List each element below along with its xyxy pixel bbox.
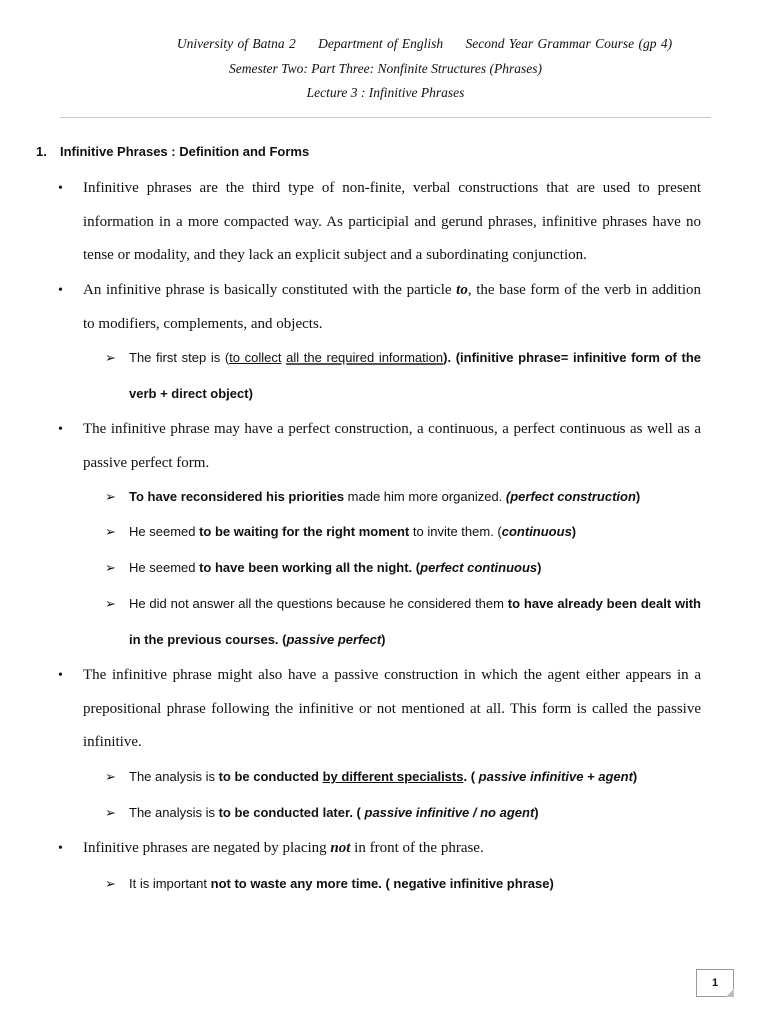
bullet-text-start: An infinitive phrase is basically constituted with the particle (83, 282, 457, 298)
arrow-bullet-icon: ➢ (105, 876, 116, 891)
bullet-paragraph-definition (58, 172, 701, 273)
example-text: ) (537, 560, 542, 575)
arrow-bullet-icon: ➢ (105, 769, 116, 784)
example-infinitive: to collect (229, 350, 282, 365)
example-infinitive: To have reconsidered his priorities (129, 489, 345, 504)
example-annotation: passive infinitive / no agent (364, 805, 535, 820)
example-annotation: passive perfect (286, 631, 382, 647)
example-perfect-continuous (105, 550, 701, 586)
example-negative (105, 866, 701, 902)
example-text: He did not answer all the questions because he considered them (129, 596, 508, 611)
bullet-icon: • (58, 668, 63, 683)
word-not: not (330, 840, 351, 856)
example-annotation: (perfect construction (505, 489, 636, 504)
page-number: 1 (711, 977, 719, 989)
example-text: He seemed (129, 524, 200, 539)
arrow-bullet-icon: ➢ (105, 350, 116, 365)
header-course: Second Year Grammar Course (gp 4) (465, 36, 673, 51)
document-header (60, 32, 711, 106)
bullet-paragraph-passive (58, 659, 701, 760)
header-lecture: Lecture 3 : Infinitive Phrases (306, 85, 465, 100)
example-text: He seemed (129, 560, 200, 575)
bullet-text-end: , the base form of the verb in addition to modifiers, complements, and objects. (83, 282, 702, 332)
example-text: made him more organized. (344, 489, 506, 504)
bullet-text: The infinitive phrase may have a perfect construction, a continuous, a perfect continuous as well as a passive perfect form. (83, 421, 701, 471)
section-title: Infinitive Phrases : Definition and Forms (60, 144, 310, 159)
arrow-bullet-icon: ➢ (105, 489, 116, 504)
bullet-icon: • (58, 181, 63, 196)
example-annotation: perfect continuous (420, 560, 538, 575)
example-passive-no-agent (105, 795, 701, 831)
example-infinitive: to be conducted (218, 769, 323, 784)
arrow-bullet-icon: ➢ (105, 596, 116, 611)
example-text: ( (412, 560, 421, 575)
example-passive-perfect (105, 586, 702, 657)
example-text: to invite them. ( (409, 524, 502, 539)
header-semester: Semester Two: Part Three: Nonfinite Structures (Phrases) (229, 60, 542, 76)
header-department: Department of English (318, 36, 444, 51)
bullet-text-start: Infinitive phrases are negated by placing (83, 840, 331, 856)
bullet-paragraph-negation (58, 832, 701, 866)
example-object: all the required information (286, 350, 444, 365)
example-infinitive: to have already been dealt with in the previous courses. ( (129, 596, 702, 647)
example-text: ) (632, 769, 638, 784)
arrow-bullet-icon: ➢ (105, 560, 116, 575)
example-infinitive: not to waste any more time. ( negative infinitive phrase) (210, 876, 554, 891)
example-text: The analysis is (129, 805, 219, 820)
example-infinitive: to be waiting for the right moment (199, 524, 410, 539)
bullet-text: The infinitive phrase might also have a passive construction in which the agent either appears in a prepositional phrase following the infinitive or not mentioned at all. This form is called the passive infinitive. (83, 667, 701, 750)
bullet-text-end: in front of the phrase. (350, 840, 484, 856)
example-text: The analysis is (129, 769, 219, 784)
example-annotation: passive infinitive + agent (478, 769, 633, 784)
arrow-bullet-icon: ➢ (105, 805, 116, 820)
bullet-icon: • (58, 841, 63, 856)
bullet-icon: • (58, 422, 63, 437)
section-number: 1. (36, 144, 47, 159)
example-passive-agent (105, 759, 701, 795)
example-agent: by different specialists (322, 769, 464, 784)
example-annotation: ). (infinitive phrase= infinitive form of the verb + direct object) (129, 350, 701, 401)
example-text: ) (571, 524, 577, 539)
header-divider (60, 117, 711, 118)
bullet-icon: • (58, 283, 63, 298)
section-heading (36, 144, 309, 159)
bullet-paragraph-forms (58, 413, 701, 480)
bullet-paragraph-constitution (58, 274, 702, 341)
bullet-text: Infinitive phrases are the third type of non-finite, verbal constructions that are used to present information in a more compacted way. As participial and gerund phrases, infinitive phrases have no tense or modality, and they lack an explicit subject and a subordinating conjunction. (83, 180, 701, 263)
example-infinitive: to have been working all the night. (199, 560, 413, 575)
example-text: The first step is ( (129, 350, 230, 365)
example-text: ) (635, 489, 641, 504)
example-continuous (105, 514, 701, 550)
header-university: University of Batna 2 (176, 36, 296, 51)
example-text: ) (381, 631, 386, 647)
example-text: ) (534, 805, 539, 820)
particle-to: to (456, 282, 468, 298)
example-infinitive: to be conducted later. ( (218, 805, 365, 820)
example-annotation: continuous (501, 524, 572, 539)
header-line-1 (60, 32, 711, 57)
example-direct-object (105, 340, 701, 411)
example-text: . ( (463, 769, 479, 784)
page-number-box (696, 969, 734, 997)
example-text: It is important (129, 876, 211, 891)
example-perfect (105, 479, 701, 515)
arrow-bullet-icon: ➢ (105, 524, 116, 539)
